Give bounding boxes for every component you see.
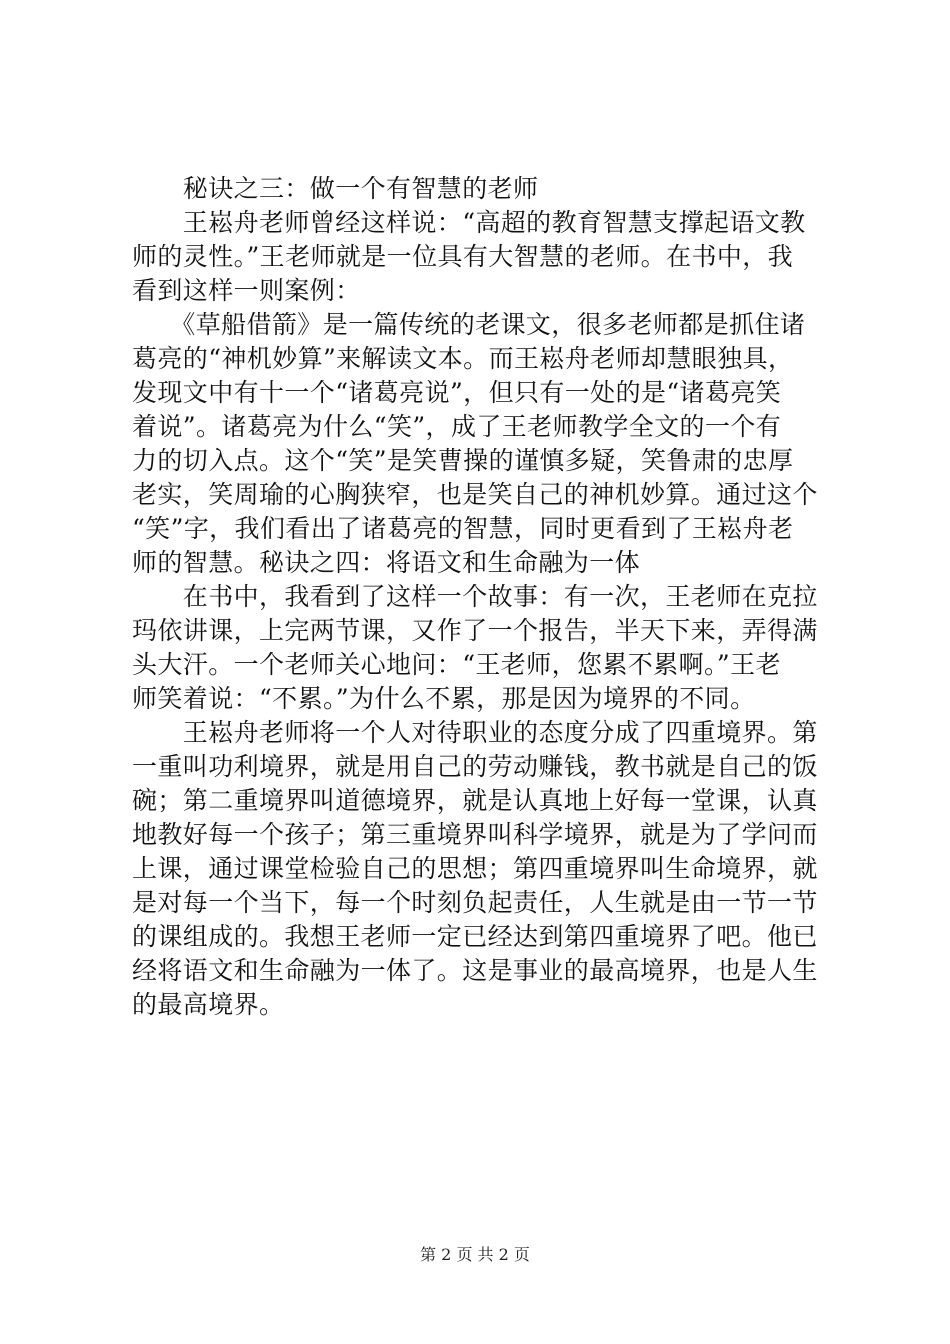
text-line: 地教好每一个孩子；第三重境界叫科学境界，就是为了学问而 bbox=[132, 820, 818, 849]
text-line: “笑”字，我们看出了诸葛亮的智慧，同时更看到了王崧舟老 bbox=[132, 514, 794, 543]
document-body bbox=[132, 172, 832, 1022]
text-line: 老实，笑周瑜的心胸狭窄，也是笑自己的神机妙算。通过这个 bbox=[132, 480, 818, 509]
text-line: 头大汗。一个老师关心地问：“王老师，您累不累啊。”王老 bbox=[132, 650, 781, 679]
page-number-label: 第 2 页 共 2 页 bbox=[420, 1245, 530, 1264]
text-line: 秘诀之三：做一个有智慧的老师 bbox=[132, 174, 539, 203]
page-footer bbox=[0, 1245, 950, 1265]
text-line: 一重叫功利境界，就是用自己的劳动赚钱，教书就是自己的饭 bbox=[132, 752, 818, 781]
text-line: 的最高境界。 bbox=[132, 990, 285, 1019]
text-line: 《草船借箭》是一篇传统的老课文，很多老师都是抓住诸 bbox=[132, 310, 806, 339]
text-line: 葛亮的“神机妙算”来解读文本。而王崧舟老师却慧眼独具， bbox=[132, 344, 794, 373]
text-line: 是对每一个当下，每一个时刻负起责任，人生就是由一节一节 bbox=[132, 888, 818, 917]
text-line: 在书中，我看到了这样一个故事：有一次，王老师在克拉 bbox=[132, 582, 818, 611]
text-line: 师的灵性。”王老师就是一位具有大智慧的老师。在书中，我 bbox=[132, 242, 794, 271]
text-line: 经将语文和生命融为一体了。这是事业的最高境界，也是人生 bbox=[132, 956, 818, 985]
text-line: 上课，通过课堂检验自己的思想；第四重境界叫生命境界，就 bbox=[132, 854, 818, 883]
text-line: 着说”。诸葛亮为什么“笑”，成了王老师教学全文的一个有 bbox=[132, 412, 782, 441]
text-line: 碗；第二重境界叫道德境界，就是认真地上好每一堂课，认真 bbox=[132, 786, 818, 815]
text-line: 师的智慧。秘诀之四：将语文和生命融为一体 bbox=[132, 548, 641, 577]
text-line: 师笑着说：“不累。”为什么不累，那是因为境界的不同。 bbox=[132, 684, 756, 713]
text-line: 玛依讲课，上完两节课，又作了一个报告，半天下来，弄得满 bbox=[132, 616, 818, 645]
text-line: 力的切入点。这个“笑”是笑曹操的谨慎多疑，笑鲁肃的忠厚 bbox=[132, 446, 794, 475]
text-line: 发现文中有十一个“诸葛亮说”，但只有一处的是“诸葛亮笑 bbox=[132, 378, 782, 407]
text-line: 的课组成的。我想王老师一定已经达到第四重境界了吧。他已 bbox=[132, 922, 818, 951]
text-line: 看到这样一则案例： bbox=[132, 276, 361, 305]
text-line: 王崧舟老师将一个人对待职业的态度分成了四重境界。第 bbox=[132, 718, 818, 747]
text-line: 王崧舟老师曾经这样说：“高超的教育智慧支撑起语文教 bbox=[132, 208, 806, 237]
